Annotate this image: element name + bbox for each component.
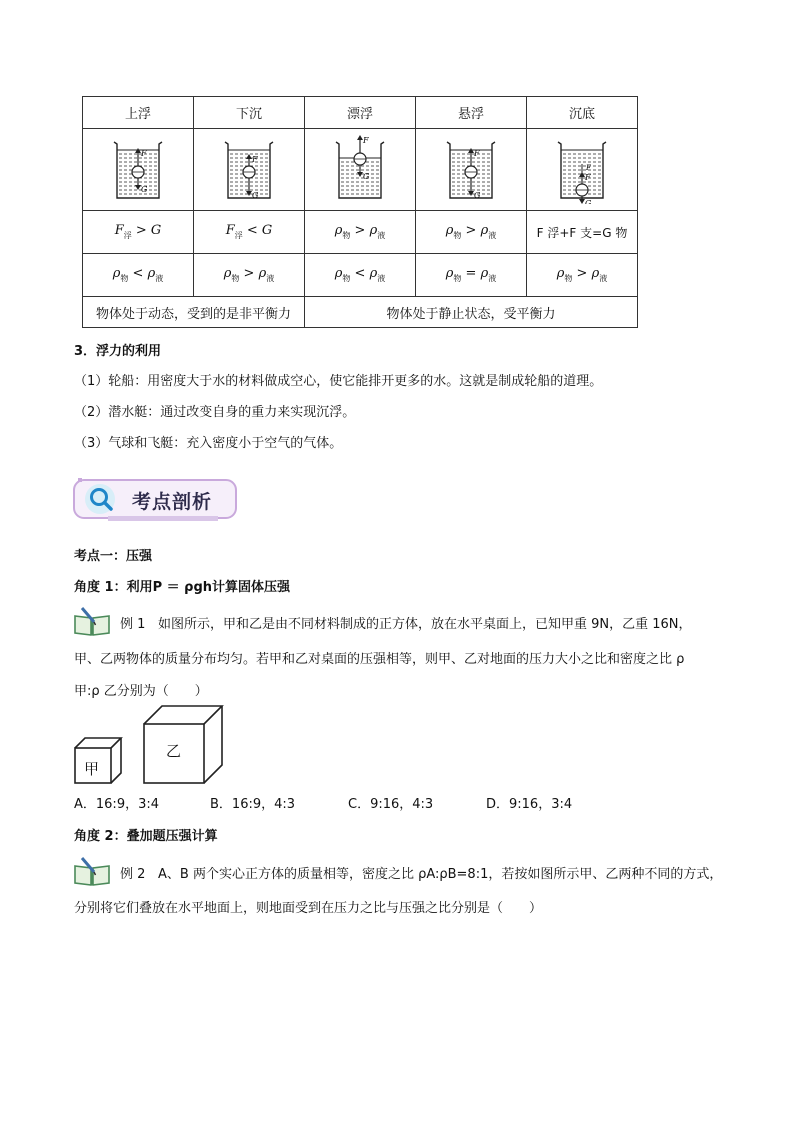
section3-item-1: （1）轮船：用密度大于水的材料做成空心，使它能排开更多的水。这就是制成轮船的道理。 xyxy=(74,374,603,389)
svg-text:G: G xyxy=(585,198,592,204)
book-pen-icon xyxy=(72,856,112,886)
float-sink-table xyxy=(82,96,638,328)
force-cell-1: $F_浮 < G$ xyxy=(194,211,305,254)
beaker-sink-diagram xyxy=(219,132,279,204)
force-cell-3: $\rho_物 > \rho_液$ xyxy=(416,211,527,254)
svg-text:F: F xyxy=(474,148,480,158)
force-cell-4: F 浮+F 支=G 物 xyxy=(527,211,638,254)
density-cell-4: $\rho_物 > \rho_液$ xyxy=(527,254,638,297)
option-b[interactable]: B．16:9，4:3 xyxy=(210,797,296,812)
density-cell-2: $\rho_物 < \rho_液$ xyxy=(305,254,416,297)
example1-line3: 甲:ρ 乙分别为（ ） xyxy=(74,684,208,699)
svg-text:G: G xyxy=(252,190,259,200)
header-float: 漂浮 xyxy=(305,97,416,129)
kaodian1-title: 考点一：压强 xyxy=(74,549,153,564)
beaker-suspend-cell xyxy=(416,129,527,211)
header-suspend: 悬浮 xyxy=(416,97,527,129)
beaker-sink-cell xyxy=(194,129,305,211)
density-cell-0: $\rho_物 < \rho_液$ xyxy=(83,254,194,297)
svg-text:F: F xyxy=(252,154,258,164)
example2-line1: A、B 两个实心正方体的质量相等，密度之比 ρA:ρB=8:1，若按如图所示甲、乙两种不同的方式， xyxy=(158,867,723,882)
svg-text:G: G xyxy=(474,190,481,200)
beaker-rise-diagram xyxy=(108,132,168,204)
density-cell-1: $\rho_物 > \rho_液$ xyxy=(194,254,305,297)
header-sink: 下沉 xyxy=(194,97,305,129)
svg-text:F: F xyxy=(141,148,147,158)
cube-small-label: 甲 xyxy=(84,760,100,778)
force-cell-2: $\rho_物 > \rho_液$ xyxy=(305,211,416,254)
state-static: 物体处于静止状态，受平衡力 xyxy=(305,297,638,328)
force-cell-0: $F_浮 > G$ xyxy=(83,211,194,254)
svg-text:G: G xyxy=(363,171,370,181)
analysis-banner xyxy=(72,474,240,524)
beaker-suspend-diagram xyxy=(441,132,501,204)
example2-line2: 分别将它们叠放在水平地面上，则地面受到在压力之比与压强之比分别是（ ） xyxy=(74,901,543,916)
example1-line2: 甲、乙两物体的质量分布均匀。若甲和乙对桌面的压强相等，则甲、乙对地面的压力大小之比和密度之比 ρ xyxy=(74,652,685,667)
beaker-float-diagram xyxy=(330,132,390,204)
angle2-title: 角度 2：叠加题压强计算 xyxy=(74,829,218,844)
beaker-float-cell xyxy=(305,129,416,211)
cube-large-label: 乙 xyxy=(166,742,182,760)
state-dynamic: 物体处于动态，受到的是非平衡力 xyxy=(83,297,305,328)
svg-text:F: F xyxy=(586,163,591,172)
beaker-bottom-cell xyxy=(527,129,638,211)
banner-title: 考点剖析 xyxy=(132,491,213,513)
angle1-title: 角度 1：利用P ＝ ρgh计算固体压强 xyxy=(74,580,291,595)
book-pen-icon xyxy=(72,606,112,636)
density-cell-3: $\rho_物 = \rho_液$ xyxy=(416,254,527,297)
example2-label: 例 2 xyxy=(120,867,146,882)
header-rise: 上浮 xyxy=(83,97,194,129)
option-d[interactable]: D．9:16，3:4 xyxy=(486,797,573,812)
header-bottom: 沉底 xyxy=(527,97,638,129)
svg-text:G: G xyxy=(141,184,148,194)
beaker-bottom-diagram xyxy=(552,132,612,204)
option-a[interactable]: A．16:9，3:4 xyxy=(74,797,160,812)
section3-item-2: （2）潜水艇：通过改变自身的重力来实现沉浮。 xyxy=(74,405,356,420)
beaker-rise-cell xyxy=(83,129,194,211)
section3-title: 3．浮力的利用 xyxy=(74,344,162,359)
svg-text:F: F xyxy=(363,135,369,145)
magnifier-icon xyxy=(88,486,114,512)
example1-label: 例 1 xyxy=(120,617,146,632)
svg-text:F: F xyxy=(585,172,591,182)
example1-line1: 如图所示，甲和乙是由不同材料制成的正方体，放在水平桌面上，已知甲重 9N，乙重 16N， xyxy=(158,617,692,632)
section3-item-3: （3）气球和飞艇：充入密度小于空气的气体。 xyxy=(74,436,343,451)
option-c[interactable]: C．9:16，4:3 xyxy=(348,797,434,812)
